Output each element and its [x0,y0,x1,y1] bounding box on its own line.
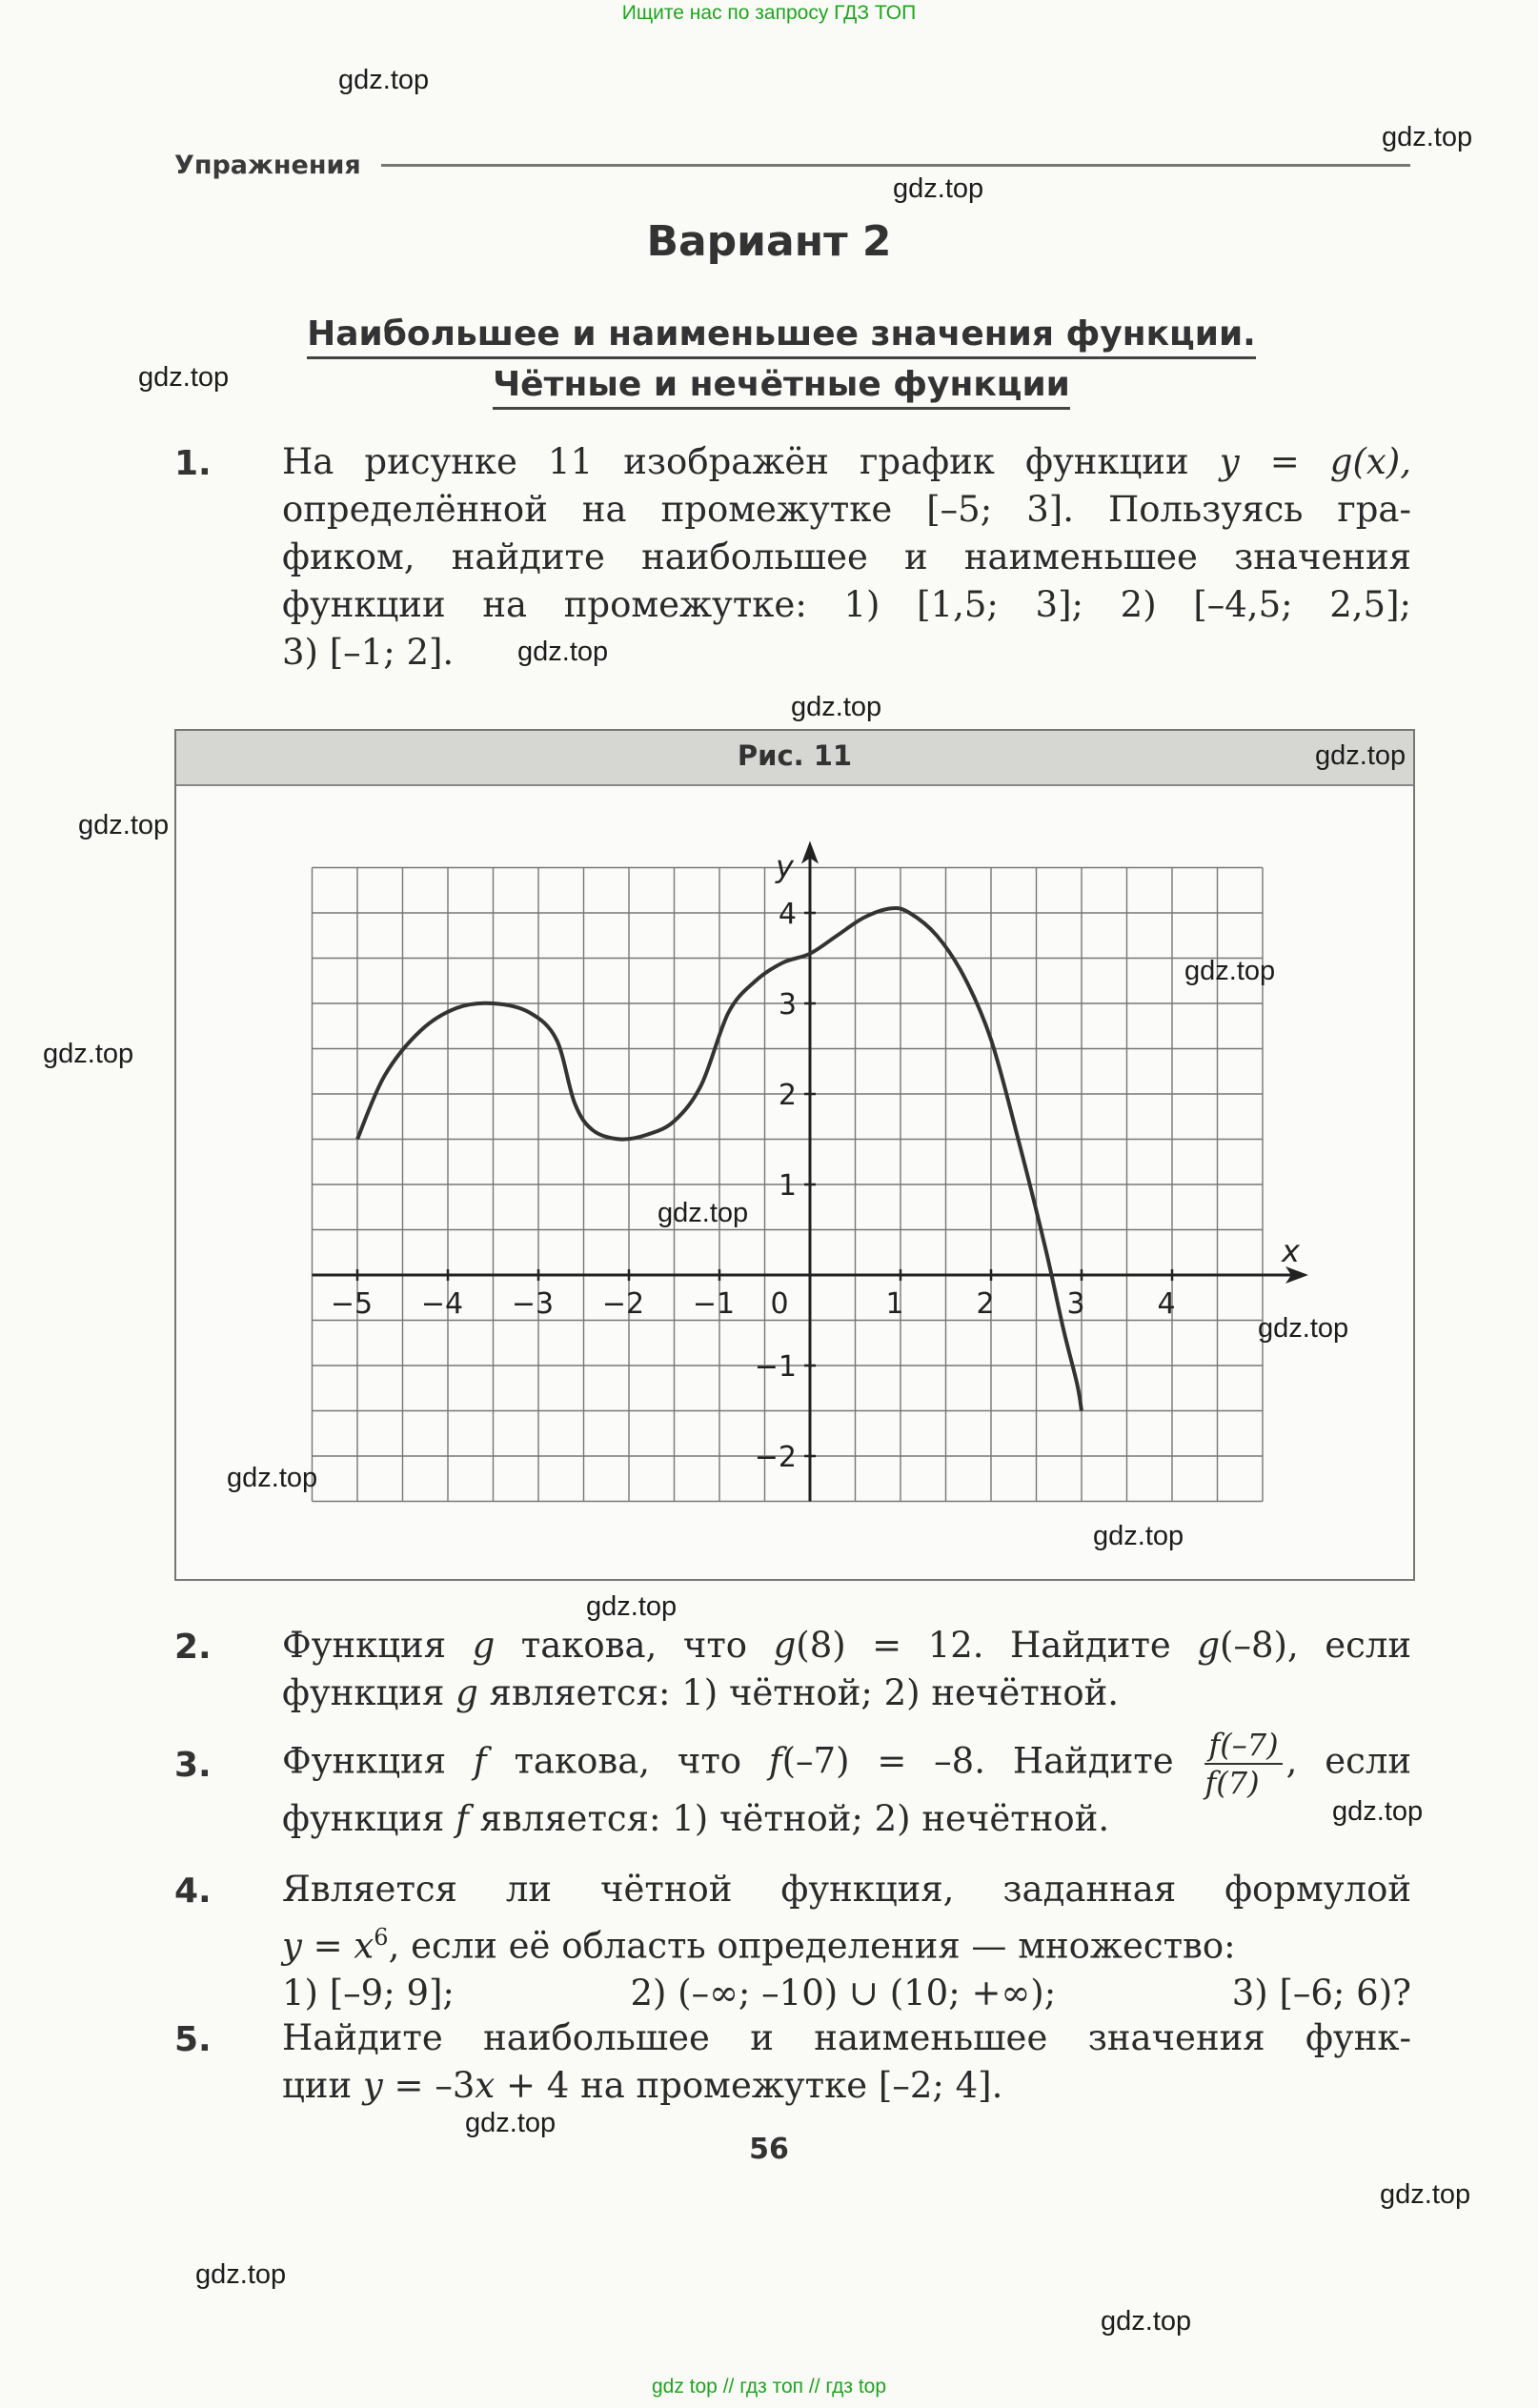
watermark: gdz.top [1332,1796,1424,1827]
watermark: gdz.top [465,2108,557,2138]
y-tick-label: −2 [754,1441,797,1474]
x-tick-label: −1 [692,1287,736,1321]
graph-tick-labels [331,849,1301,1475]
y-tick-label: 3 [778,988,797,1022]
watermark: gdz.top [893,173,984,204]
bottom-links[interactable]: gdz top // гдз топ // гдз top [651,2376,887,2398]
task-2-text: Функция g такова, что g(8) = 12. Найдите g(–8), если функция g является: 1) чётной; 2) нечётной. [282,1625,1411,1713]
task-4-text: Является ли чётной функция, заданная формулой $y = x^6$, если её область определения — множество: 1) [–9; 9]; 2) (–∞; –10) ∪ (10; +∞); 3) [–6; 6)? [282,1869,1411,2014]
y-tick-label: −1 [754,1350,797,1384]
top-search-link[interactable]: Ищите нас по запросу ГДЗ ТОП [621,2,917,24]
task-1-number: 1. [174,444,212,483]
x-tick-label: 2 [976,1287,995,1321]
x-axis-label: x [1282,1233,1300,1269]
watermark: gdz.top [658,1198,749,1228]
watermark: gdz.top [791,692,882,722]
y-axis-label: y [776,848,794,885]
x-tick-label: 1 [885,1287,904,1321]
page-number: 56 [749,2133,789,2166]
watermark: gdz.top [1184,956,1276,986]
task-3-number: 3. [174,1746,212,1785]
section-label: Упражнения [174,151,361,180]
graph-axes [313,841,1309,1502]
task-1-text: На рисунке 11 изображён график функции y = g(x), определённой на промежутке [–5; 3]. Пользуясь гра- фиком, найдите наибольшее и наименьшее значения функции на промежутке: 1) [1,5; 3]; 2) [–4,5; 2,5]; 3) [–1; 2]. [282,441,1411,673]
watermark: gdz.top [43,1039,134,1069]
task-4-number: 4. [174,1872,212,1911]
watermark: gdz.top [1382,122,1473,152]
x-tick-label: −3 [511,1287,555,1321]
x-tick-label: 0 [770,1287,789,1321]
watermark: gdz.top [138,362,230,393]
x-tick-label: −2 [601,1287,645,1321]
x-tick-label: −4 [420,1287,464,1321]
topic-title-line1: Наибольшее и наименьшее значения функции. [0,314,1538,354]
y-tick-label: 2 [778,1079,797,1112]
watermark: gdz.top [1093,1521,1184,1551]
watermark: gdz.top [1101,2306,1192,2337]
y-tick-label: 1 [778,1169,797,1203]
task-5-number: 5. [174,2020,212,2059]
watermark: gdz.top [1258,1313,1349,1344]
task-5-text: Найдите наибольшее и наименьшее значения функ- ции y = –3x + 4 на промежутке [–2; 4]. [282,2017,1411,2106]
x-tick-label: 3 [1066,1287,1085,1321]
watermark: gdz.top [338,65,430,95]
topic-title-line2: Чётные и нечётные функции [0,365,1538,404]
watermark: gdz.top [1380,2179,1471,2210]
watermark: gdz.top [195,2259,287,2290]
watermark: gdz.top [586,1591,678,1622]
watermark: gdz.top [78,810,170,840]
variant-title: Вариант 2 [646,217,892,266]
y-tick-label: 4 [778,898,797,931]
watermark: gdz.top [517,637,609,667]
task-3-text: Функция f такова, что f(–7) = –8. Найдите $\frac{f(-7)}{f(7)}$ , если функция f является: 1) чётной; 2) нечётной. [282,1727,1412,1839]
watermark: gdz.top [1315,740,1406,771]
watermark: gdz.top [227,1463,318,1493]
figure-caption: Рис. 11 [737,739,853,772]
x-tick-label: 4 [1157,1287,1176,1321]
task-2-number: 2. [174,1628,212,1667]
fraction: $\frac{f(-7)}{f(7)}$ [1204,1727,1282,1801]
x-tick-label: −5 [330,1287,374,1321]
